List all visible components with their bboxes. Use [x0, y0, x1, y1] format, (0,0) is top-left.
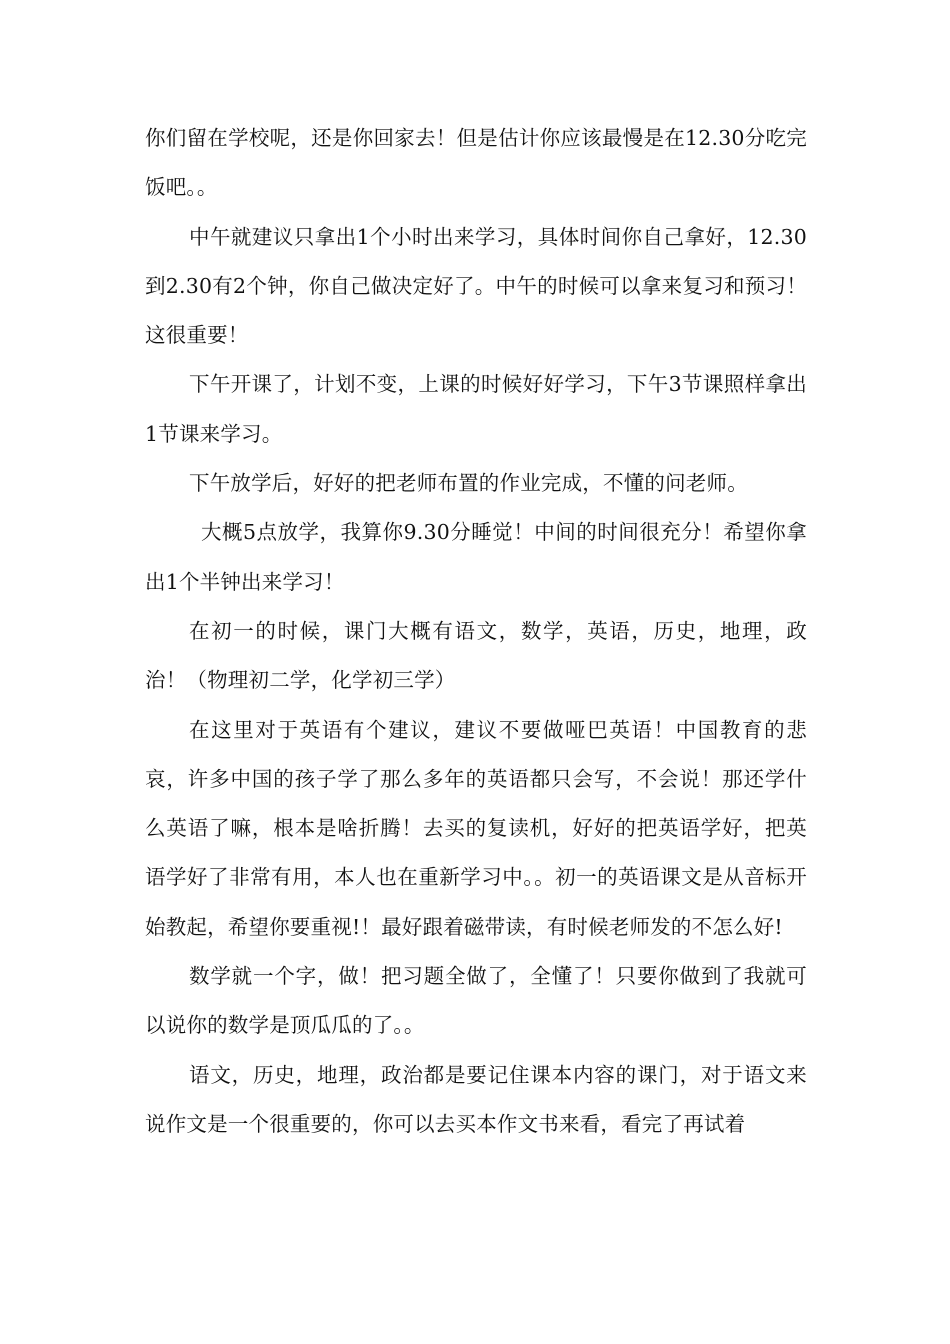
paragraph: 下午放学后，好好的把老师布置的作业完成，不懂的问老师。 — [189, 471, 748, 496]
document-body — [145, 114, 807, 1149]
paragraph: 数学就一个字，做！把习题全做了，全懂了！只要你做到了我就可以说你的数学是顶瓜瓜的了。。 — [145, 964, 807, 1038]
paragraph: 中午就建议只拿出1个小时出来学习，具体时间你自己拿好，12.30到2.30有2个钟，你自己做决定好了。中午的时候可以拿来复习和预习！这很重要！ — [145, 224, 807, 348]
paragraph: 在这里对于英语有个建议，建议不要做哑巴英语！中国教育的悲哀，许多中国的孩子学了那么多年的英语都只会写，不会说！那还学什么英语了嘛，根本是啥折腾！去买的复读机，好好的把英语学好，把英语学好了非常有用，本人也在重新学习中。。初一的英语课文是从音标开始教起，希望你要重视!！最好跟着磁带读，有时候老师发的不怎么好! — [145, 717, 807, 939]
paragraph: 下午开课了，计划不变，上课的时候好好学习，下午3节课照样拿出1节课来学习。 — [145, 372, 807, 446]
paragraph: 你们留在学校呢，还是你回家去！但是估计你应该最慢是在12.30分吃完饭吧。。 — [145, 126, 807, 200]
paragraph: 大概5点放学，我算你9.30分睡觉！中间的时间很充分！希望你拿出1个半钟出来学习！ — [145, 520, 807, 594]
paragraph: 语文，历史，地理，政治都是要记住课本内容的课门，对于语文来说作文是一个很重要的，你可以去买本作文书来看，看完了再试着 — [145, 1062, 807, 1136]
paragraph: 在初一的时候，课门大概有语文，数学，英语，历史，地理，政治！（物理初二学，化学初三学） — [145, 618, 807, 693]
